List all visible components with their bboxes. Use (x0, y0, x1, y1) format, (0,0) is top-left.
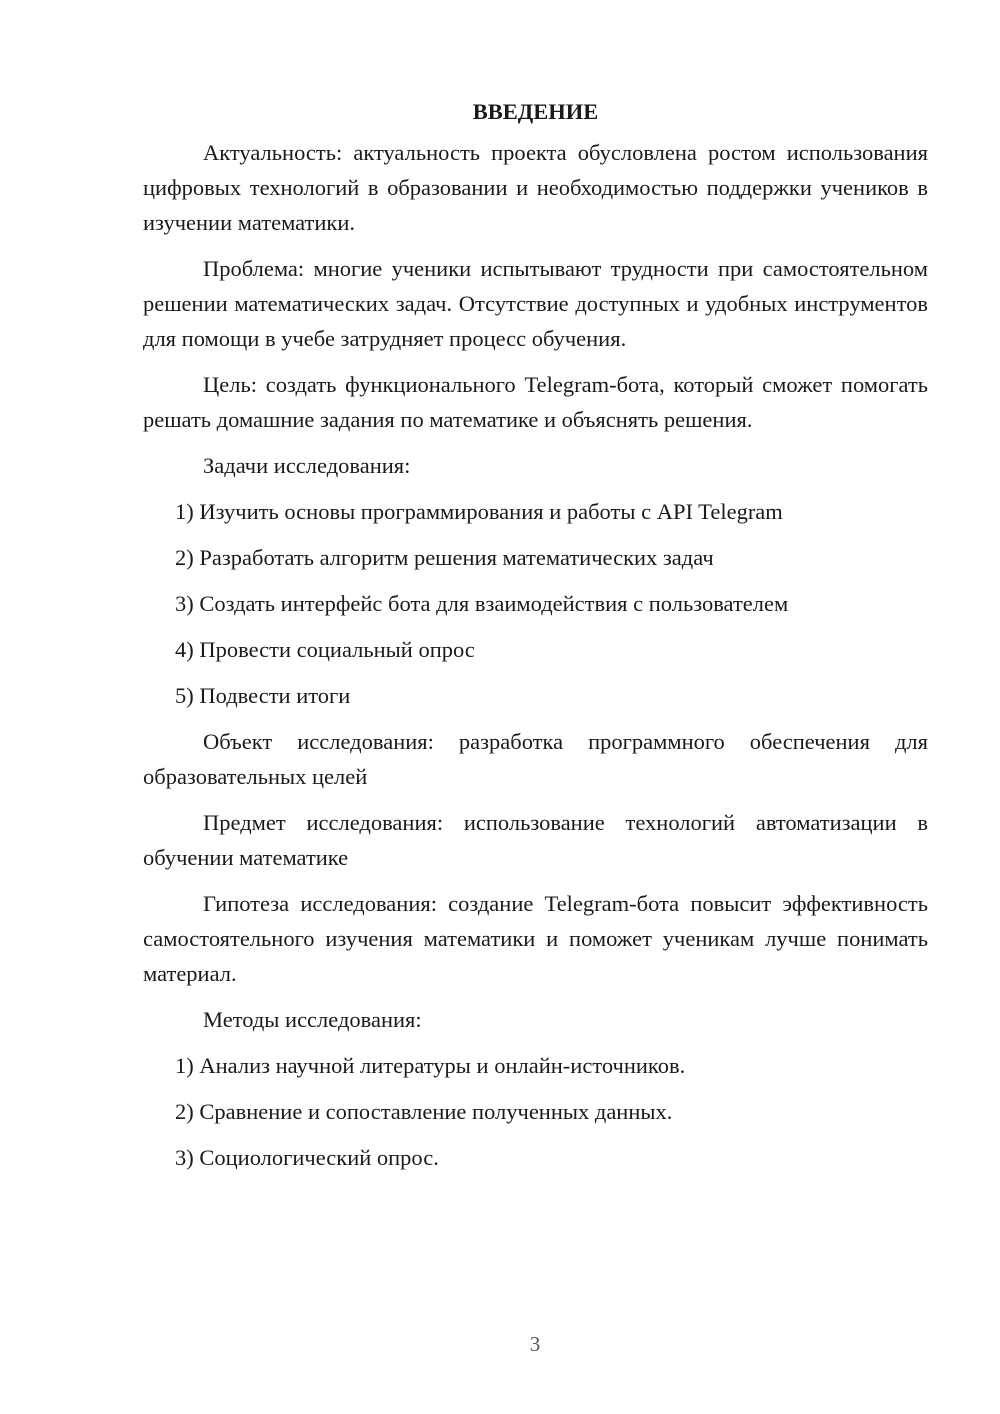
list-item: 3) Создать интерфейс бота для взаимодействия с пользователем (175, 591, 789, 616)
paragraph-hypothesis: Гипотеза исследования: создание Telegram-бота повысит эффективность самостоятельного изучения математики и поможет ученикам лучше понимать материал. (143, 891, 928, 986)
paragraph-problem: Проблема: многие ученики испытывают трудности при самостоятельном решении математических задач. Отсутствие доступных и удобных инструментов для помощи в учебе затрудняет процесс обучения. (143, 256, 928, 351)
tasks-heading: Задачи исследования: (203, 453, 411, 478)
page-content (143, 94, 928, 1186)
paragraph-object: Объект исследования: разработка программного обеспечения для образовательных целей (143, 729, 928, 789)
list-item: 2) Разработать алгоритм решения математических задач (175, 545, 714, 570)
list-item: 3) Социологический опрос. (175, 1145, 439, 1170)
paragraph-goal: Цель: создать функционального Telegram-бота, который сможет помогать решать домашние задания по математике и объяснять решения. (143, 372, 928, 432)
paragraph-relevance: Актуальность: актуальность проекта обусловлена ростом использования цифровых технологий в образовании и необходимостью поддержки учеников в изучении математики. (143, 140, 928, 235)
list-item: 1) Анализ научной литературы и онлайн-источников. (175, 1053, 686, 1078)
methods-heading: Методы исследования: (203, 1007, 422, 1032)
list-item: 2) Сравнение и сопоставление полученных данных. (175, 1099, 673, 1124)
list-item: 4) Провести социальный опрос (175, 637, 475, 662)
methods-list (143, 1048, 928, 1175)
paragraph-subject: Предмет исследования: использование технологий автоматизации в обучении математике (143, 810, 928, 870)
tasks-list (143, 494, 928, 713)
list-item: 1) Изучить основы программирования и работы с API Telegram (175, 499, 783, 524)
page-title: ВВЕДЕНИЕ (472, 99, 599, 124)
list-item: 5) Подвести итоги (175, 683, 351, 708)
page-number: 3 (529, 1332, 541, 1356)
